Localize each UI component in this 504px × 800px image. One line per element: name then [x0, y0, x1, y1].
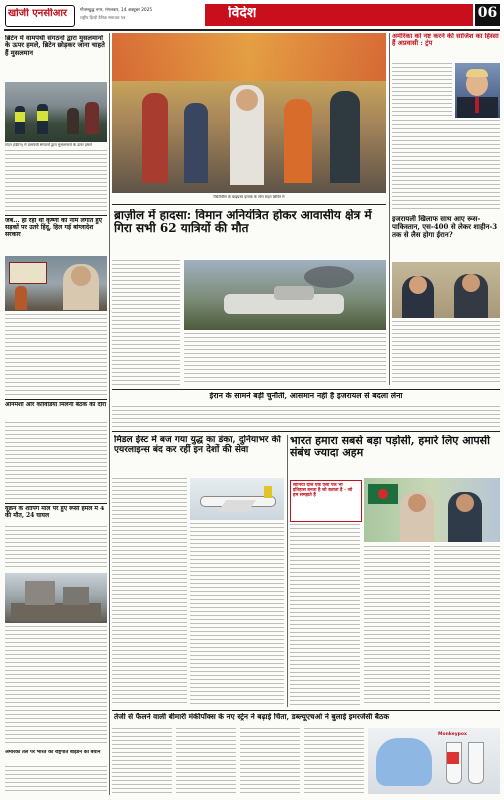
iran-headline: ईरान के सामने बड़ी चुनौती, आसमान नहीं है इजरायल से बदला लेना: [209, 392, 403, 400]
trump-tie: [475, 97, 479, 113]
leader-face: [408, 494, 426, 512]
india-headline: भारत हमारा सबसे बड़ा पड़ोसी, हमारे लिए आपसी संबंध ज्यादा अहम: [290, 435, 490, 460]
logo-text: खोजी एनसीआर: [8, 8, 68, 19]
middle-east-body: [112, 478, 187, 706]
brazil-headline: ब्राज़ील में हादसा: विमान अनियंत्रित होकर आवासीय क्षेत्र में गिरा सभी 62 यात्रियों की मौत: [114, 209, 372, 236]
column-divider: [287, 435, 288, 707]
crowd-figure: [67, 108, 79, 134]
who-body-3: [240, 728, 300, 794]
tent-canopy: [112, 33, 386, 81]
section-rule: [112, 710, 500, 711]
wreckage: [274, 286, 314, 300]
india-leaders-photo: [364, 478, 500, 542]
police-vest: [37, 111, 48, 121]
section-rule: [112, 204, 386, 205]
page-number: 06: [477, 6, 498, 21]
leader-face: [456, 494, 474, 512]
test-tube-label: [447, 752, 459, 764]
ukraine-headline: यूक्रेन के शॉपिंग मॉल पर हुए रूसी हमले में 4 की मौत, 24 घायल: [5, 506, 105, 519]
trump-hair: [466, 69, 488, 77]
protester-figure: [15, 286, 27, 310]
philippines-caption: फिलिपींस के बाढ़ग्रस्त इलाके के लोग राहत शिविर में: [213, 195, 285, 199]
ukraine-body: [5, 526, 107, 570]
rubble: [11, 603, 101, 621]
britain-photo: [5, 82, 107, 142]
protest-banner: [9, 262, 47, 284]
crowd-figure: [85, 102, 99, 134]
building-ruin: [63, 587, 89, 605]
person-portrait-head: [71, 266, 91, 286]
britain-body: [5, 150, 107, 212]
india-body: [290, 524, 360, 706]
israel-headline: इजरायली खिलाफ साथ आए रूस-पाकिस्तान, एस-400 से लेकर शाहीन-3 तक से लैस होगा ईरान?: [392, 215, 498, 239]
person-figure: [284, 99, 312, 183]
monkeypox-photo: [368, 728, 500, 794]
usa-body-2: [392, 120, 500, 212]
test-tube: [468, 742, 484, 784]
britain-headline: ब्रिटेन में वामपंथी संगठनों द्वारा मुसलमानों के ऊपर हमले, ब्रिटेन छोड़कर जाना चाहते हैं मुसलमान: [5, 35, 105, 57]
smoke: [304, 266, 354, 288]
monkeypox-label: Monkeypox: [438, 732, 467, 737]
bangladesh-photo: [5, 256, 107, 311]
police-vest: [15, 112, 25, 122]
person-face: [236, 89, 258, 111]
airplane-wing: [218, 500, 256, 512]
brazil-body-2: [184, 333, 386, 385]
israel-body: [392, 321, 500, 385]
flag-red-circle: [378, 489, 388, 499]
col-rule: [5, 215, 107, 216]
oil-body: [5, 766, 107, 794]
section-rule: [112, 389, 500, 390]
col-rule: [5, 399, 107, 400]
india-body-3: [434, 546, 500, 706]
ukraine-body-2: [5, 626, 107, 746]
who-body-2: [176, 728, 236, 794]
anime-headline: अनिमेशो और कोविडिया मिलनी बैठक का दौरा: [5, 402, 107, 408]
bangladesh-body: [5, 314, 107, 396]
anime-body: [5, 422, 107, 500]
person-figure: [184, 103, 208, 183]
leader-face: [409, 276, 427, 294]
india-quote: सोनिया दास एक ऐसा पल भी इतिहास बनता है जो बताता है - जो हम समझते हैं: [293, 483, 353, 499]
section-title: विदेश: [228, 6, 257, 21]
leader-face: [462, 274, 480, 292]
philippines-photo: [112, 33, 386, 193]
oil-headline: अमेरिकी तेल पर भारत को राष्ट्रपति बाइडन का बयान: [5, 750, 101, 755]
brazil-crash-photo: [184, 260, 386, 330]
date-line: गौतमबुद्ध नगर, मंगलवार, 14 अक्टूबर 2025: [80, 8, 153, 13]
middle-east-body-2: [190, 523, 284, 706]
person-figure: [330, 91, 360, 183]
india-body-2: [364, 546, 430, 706]
airplane-photo: [190, 478, 284, 520]
britain-caption: लंदन (ब्रिटेन) में वामपंथी संगठनों द्वारा मुसलमानों के ऊपर हमले: [5, 143, 92, 147]
airplane-tail: [264, 486, 272, 498]
brazil-body: [112, 260, 180, 385]
col-rule: [5, 503, 107, 504]
usa-headline: अमेरिका को नष्ट करने की साजिश का हिस्सा हैं अप्रवासी : ट्रंप: [392, 33, 499, 48]
edition-line: राष्ट्रीय हिन्दी दैनिक समाचार पत्र: [80, 15, 126, 20]
column-divider: [389, 33, 390, 385]
iran-body: [112, 406, 500, 428]
israel-photo: [392, 262, 500, 318]
building-ruin: [25, 581, 55, 605]
masthead-rule: [4, 29, 500, 31]
who-headline: तेजी से फैलने वाली बीमारी मंकीपॉक्स के नए स्ट्रेन ने बढ़ाई चिंता, डब्ल्यूएचओ ने बुलाई इमरजेंसी बैठक: [114, 713, 389, 721]
glove-hand: [376, 738, 432, 786]
person-figure: [142, 93, 168, 183]
trump-photo: [455, 63, 500, 118]
usa-body: [392, 63, 452, 118]
section-rule: [112, 431, 500, 432]
column-divider: [109, 33, 110, 795]
middle-east-headline: मिडल ईस्ट में बज गया युद्ध का डंका, दुनियाभर की एयरलाइन्स बंद कर रहीं इन देशों की सेवा: [114, 435, 281, 456]
who-body: [112, 728, 172, 794]
ukraine-photo: [5, 573, 107, 623]
who-body-4: [304, 728, 364, 794]
bangladesh-headline: जब... हो रहा था कृष्णा का नाम लगाते हुए सड़कों पर उतरे हिंदू, हिल गई बांग्लादेश सरकार: [5, 218, 103, 238]
